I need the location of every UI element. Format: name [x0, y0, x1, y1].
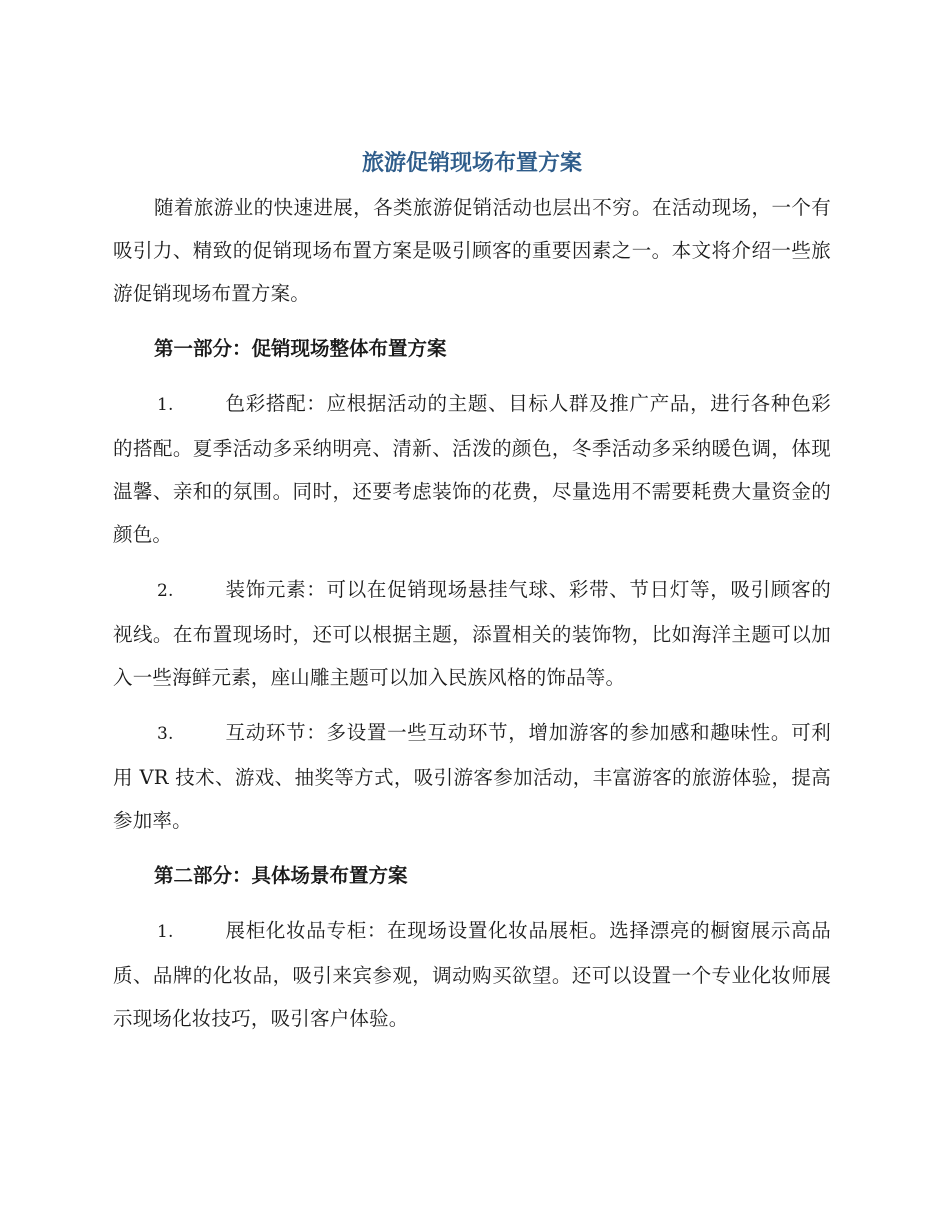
- list-item-text: 装饰元素：可以在促销现场悬挂气球、彩带、节日灯等，吸引顾客的视线。在布置现场时，还可以根据主题，添置相关的装饰物，比如海洋主题可以加入一些海鲜元素，座山雕主题可以加入民族风格的饰品等。: [113, 578, 831, 689]
- document-title: 旅游促销现场布置方案: [361, 151, 582, 176]
- list-item-number: 2.: [157, 581, 174, 601]
- section2-heading: 第二部分：具体场景布置方案: [154, 864, 408, 887]
- list-item: [113, 909, 831, 1040]
- list-item-text: 互动环节：多设置一些互动环节，增加游客的参加感和趣味性。可利用 VR 技术、游戏、抽奖等方式，吸引游客参加活动，丰富游客的旅游体验，提高参加率。: [113, 721, 831, 832]
- list-item-number: 3.: [157, 724, 174, 744]
- document-page: [113, 146, 831, 1052]
- list-item: [113, 711, 831, 842]
- list-item-text: 色彩搭配：应根据活动的主题、目标人群及推广产品，进行各种色彩的搭配。夏季活动多采纳明亮、清新、活泼的颜色，冬季活动多采纳暖色调，体现温馨、亲和的氛围。同时，还要考虑装饰的花费，尽量选用不需要耗费大量资金的颜色。: [113, 392, 831, 546]
- list-item-number: 1.: [157, 395, 174, 415]
- section1-heading: 第一部分：促销现场整体布置方案: [154, 337, 447, 360]
- list-item-text: 展柜化妆品专柜：在现场设置化妆品展柜。选择漂亮的橱窗展示高品质、品牌的化妆品，吸引来宾参观，调动购买欲望。还可以设置一个专业化妆师展示现场化妆技巧，吸引客户体验。: [113, 919, 831, 1030]
- list-item: [113, 382, 831, 556]
- intro-paragraph: 随着旅游业的快速进展，各类旅游促销活动也层出不穷。在活动现场，一个有吸引力、精致的促销现场布置方案是吸引顾客的重要因素之一。本文将介绍一些旅游促销现场布置方案。: [113, 196, 831, 305]
- list-item-number: 1.: [157, 922, 174, 942]
- list-item: [113, 568, 831, 699]
